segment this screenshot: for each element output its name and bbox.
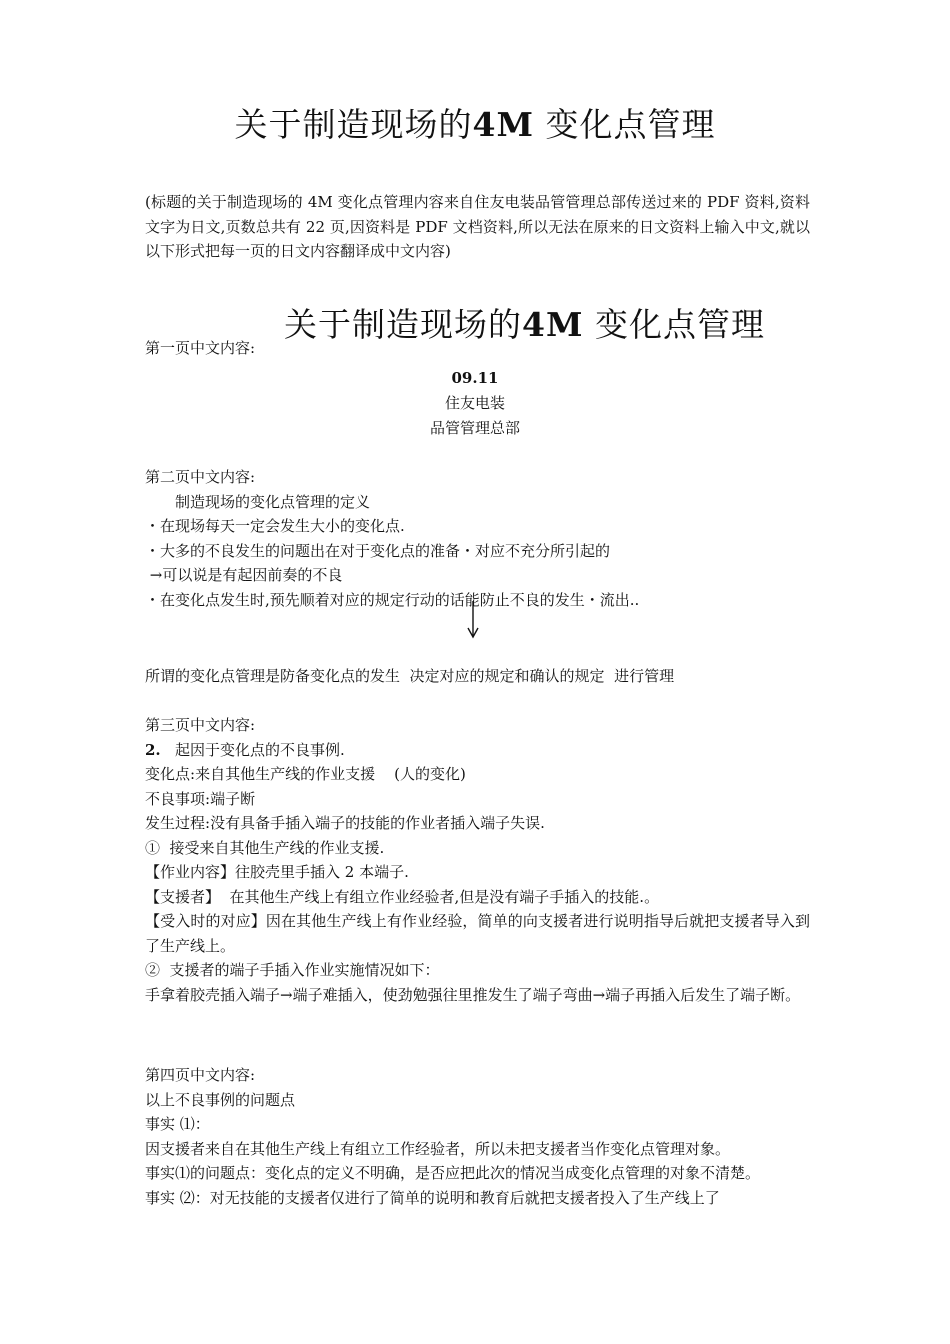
page1-date: 09.11 [451, 369, 499, 387]
page1-title-rest: 变化点管理 [595, 305, 765, 344]
process-label: 发生过程: [145, 814, 211, 832]
page3-process-row [145, 811, 810, 836]
page2-conclusion: 所谓的变化点管理是防备变化点的发生 决定对应的规定和确认的规定 进行管理 [145, 667, 675, 685]
arrow-down-icon [466, 601, 480, 639]
title-text-bold: 4M [472, 105, 534, 144]
page1-company: 住友电装 [444, 394, 505, 412]
document-title [0, 103, 950, 147]
change-value: 来自其他生产线的作业支援 (人的变化) [195, 765, 466, 783]
page2-section [145, 465, 810, 612]
page4-fact1-problem: 事实⑴的问题点：变化点的定义不明确，是否应把此次的情况当成变化点管理的对象不清楚。 [145, 1164, 761, 1182]
page3-accept: 【受入时的对应】因在其他生产线上有作业经验，简单的向支援者进行说明指导后就把支援者导入到了生产线上。 [145, 912, 810, 955]
intro-paragraph: (标题的关于制造现场的 4M 变化点管理内容来自住友电装品管管理总部传送过来的 PDF 资料,资料文字为日文,页数总共有 22 页,因资料是 PDF 文档资料,所以无法在原来的日文资料上输入中文,就以以下形式把每一页的日文内容翻译成中文内容) [145, 193, 810, 260]
page4-label: 第四页中文内容: [145, 1066, 256, 1084]
page1-title-bold: 4M [522, 305, 584, 344]
defect-value: 端子断 [210, 789, 256, 808]
page3-heading: 起因于变化点的不良事例. [174, 740, 345, 759]
page3-heading-row [145, 738, 810, 763]
page4-fact2: 事实 ⑵：对无技能的支援者仅进行了简单的说明和教育后就把支援者投入了生产线上了 [145, 1188, 720, 1207]
page3-number: 2. [145, 740, 161, 759]
page4-section [145, 1063, 810, 1210]
page2-bullet: →可以说是有起因前奏的不良 [145, 566, 343, 584]
page1-title [284, 303, 765, 347]
page4-heading: 以上不良事例的问题点 [145, 1090, 296, 1109]
page3-section [145, 713, 810, 1007]
page3-detail: 手拿着胶壳插入端子→端子难插入，使劲勉强往里推发生了端子弯曲→端子再插入后发生了端子断。 [145, 985, 801, 1004]
page2-bullet: ・在现场每天一定会发生大小的变化点. [145, 517, 405, 535]
page3-change-row [145, 762, 810, 787]
page3-work: 【作业内容】往胶壳里手插入 2 本端子. [145, 863, 409, 881]
change-label: 变化点: [145, 765, 196, 783]
process-value: 没有具备手插入端子的技能的作业者插入端子失误. [210, 814, 545, 832]
page4-fact1-label: 事实 ⑴： [145, 1115, 210, 1133]
page1-label: 第一页中文内容: [145, 339, 256, 357]
defect-label: 不良事项: [145, 789, 211, 808]
page3-label: 第三页中文内容: [145, 716, 256, 734]
title-text-main: 关于制造现场的 [234, 105, 473, 144]
page2-bullet: ・大多的不良发生的问题出在对于变化点的准备・对应不充分所引起的 [145, 541, 611, 560]
page4-fact1: 因支援者来自在其他生产线上有组立工作经验者，所以未把支援者当作变化点管理对象。 [145, 1139, 731, 1158]
title-text-rest: 变化点管理 [545, 105, 716, 144]
page2-bullet: ・在变化点发生时,预先顺着对应的规定行动的话能防止不良的发生・流出.. [145, 590, 640, 609]
page3-supporter: 【支援者】 在其他生产线上有组立作业经验者,但是没有端子手插入的技能.。 [145, 887, 660, 906]
page3-step2: ② 支援者的端子手插入作业实施情况如下： [145, 961, 440, 979]
page1-dept: 品管管理总部 [429, 419, 520, 437]
page3-defect-row [145, 787, 810, 812]
page1-title-main: 关于制造现场的 [284, 305, 522, 344]
page2-label: 第二页中文内容: [145, 468, 256, 486]
page2-heading: 制造现场的变化点管理的定义 [175, 492, 371, 511]
page3-step1: ① 接受来自其他生产线的作业支援. [145, 838, 385, 857]
